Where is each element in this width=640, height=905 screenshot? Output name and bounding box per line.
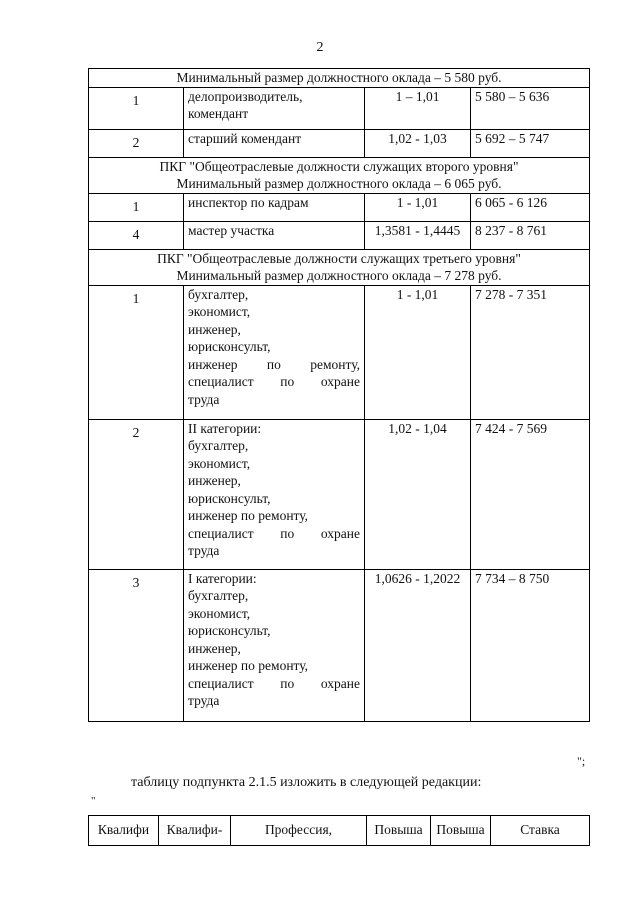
row-number: 1 [89,87,184,129]
row-number: 1 [89,193,184,221]
section-header [89,157,590,193]
table-row [89,569,590,721]
position-line: инженер по ремонту, [188,658,309,673]
section-line: Минимальный размер должностного оклада – 5 580 руб. [176,70,502,85]
coefficient-cell: 1 – 1,01 [365,87,471,129]
salary-cell: 7 278 - 7 351 [471,285,590,419]
section-line: Минимальный размер должностного оклада – 7 278 руб. [176,268,502,283]
row-number: 4 [89,221,184,249]
opening-quote: " [91,795,96,807]
position-line: юрисконсульт, [188,490,271,506]
section-header [89,249,590,285]
row-number: 1 [89,285,184,419]
position-cell [184,87,365,129]
position-cell [184,285,365,419]
position-line: мастер участка [188,222,275,238]
position-line: юрисконсульт, [188,623,271,638]
position-line: бухгалтер, [188,438,249,453]
coefficient-cell: 1,3581 - 1,4445 [365,221,471,249]
header-cell: Повыша [367,816,431,846]
section-line: ПКГ "Общеотраслевые должности служащих третьего уровня" [157,250,521,266]
position-line: экономист, [188,455,251,471]
closing-quote: "; [577,754,586,768]
salary-cell: 5 580 – 5 636 [471,87,590,129]
position-line: старший комендант [188,130,302,146]
position-line: инженер, [188,321,241,337]
coefficient-cell: 1 - 1,01 [365,285,471,419]
table-row [89,129,590,157]
position-line: специалист по охране [188,374,360,389]
header-cell: Квалифи- [159,816,231,846]
position-line: инженер, [188,640,241,656]
position-line: труда [188,693,220,708]
coefficient-cell: 1,0626 - 1,2022 [365,569,471,721]
position-cell [184,129,365,157]
position-line: I категории: [188,570,257,586]
position-cell [184,419,365,569]
header-cell: Профессия, [231,816,367,846]
table-row [89,193,590,221]
table-row [89,221,590,249]
position-line: комендант [188,106,249,121]
header-cell: Квалифи [89,816,159,846]
section-line: Минимальный размер должностного оклада – 6 065 руб. [176,176,502,191]
position-cell [184,193,365,221]
section-header-row [89,157,590,193]
position-line: специалист по охране [188,525,360,541]
header-cell: Ставка [491,816,590,846]
instruction-text: таблицу подпункта 2.1.5 изложить в следующей редакции: [131,775,482,790]
section-header-row [89,249,590,285]
row-number: 3 [89,569,184,721]
salary-cell: 7 424 - 7 569 [471,419,590,569]
position-cell [184,569,365,721]
row-number: 2 [89,419,184,569]
position-line: бухгалтер, [188,588,249,603]
coefficient-cell: 1,02 - 1,03 [365,129,471,157]
qualification-table [88,815,590,846]
position-line: делопроизводитель, [188,88,303,104]
position-line: инспектор по кадрам [188,194,309,210]
position-line: экономист, [188,304,251,319]
position-line: труда [188,391,220,407]
position-line: специалист по охране [188,675,360,691]
page-number: 2 [316,40,324,55]
position-line: бухгалтер, [188,286,249,302]
coefficient-cell: 1 - 1,01 [365,193,471,221]
section-header-row [89,69,590,88]
section-header [89,69,590,88]
salary-cell: 6 065 - 6 126 [471,193,590,221]
position-line: II категории: [188,420,262,436]
salary-cell: 7 734 – 8 750 [471,569,590,721]
position-line: инженер по ремонту, [188,356,360,372]
header-cell: Повыша [431,816,491,846]
table-row [89,87,590,129]
position-line: юрисконсульт, [188,339,271,354]
coefficient-cell: 1,02 - 1,04 [365,419,471,569]
salary-cell: 8 237 - 8 761 [471,221,590,249]
position-cell [184,221,365,249]
table-row [89,285,590,419]
position-line: инженер по ремонту, [188,508,309,523]
salary-cell: 5 692 – 5 747 [471,129,590,157]
position-line: труда [188,543,220,558]
table-row [89,419,590,569]
position-line: экономист, [188,605,251,621]
position-line: инженер, [188,473,241,488]
section-line: ПКГ "Общеотраслевые должности служащих второго уровня" [159,158,519,174]
salary-table [88,68,590,722]
table-header-row [89,816,590,846]
row-number: 2 [89,129,184,157]
